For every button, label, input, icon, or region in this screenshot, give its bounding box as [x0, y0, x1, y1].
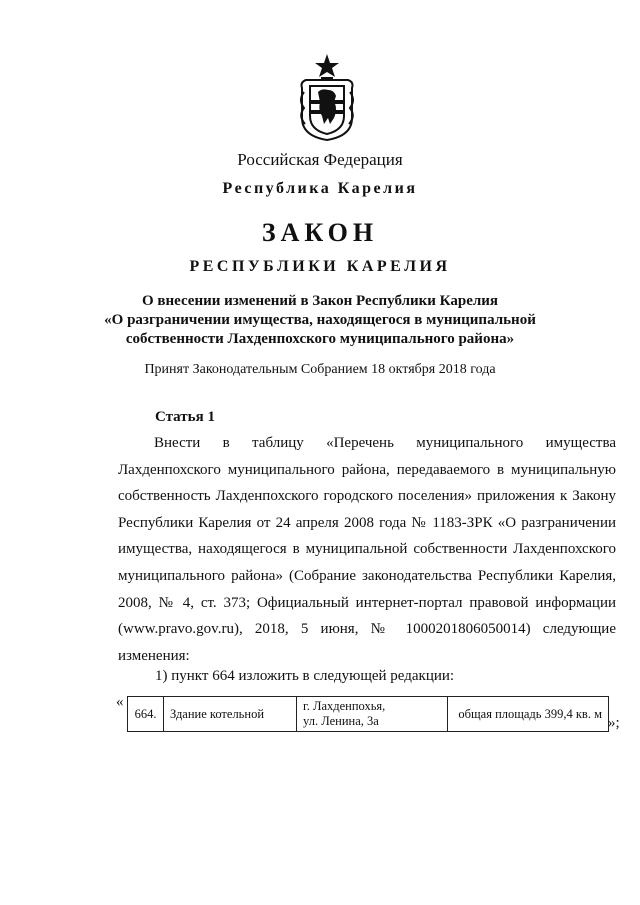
- law-title-line: О внесении изменений в Закон Республики Карелия: [141, 293, 499, 309]
- table-cell-address: [297, 697, 448, 732]
- country-name: Российская Федерация: [237, 150, 403, 169]
- document-type: ЗАКОН: [261, 218, 379, 247]
- amendment-table: [127, 696, 609, 732]
- article-paragraph: Внести в таблицу «Перечень муниципального имущества Лахденпохского муниципального района, передаваемого в муниципальную собственность Лахденпохского городского поселения» приложения к Закону Республики Карелия от 24 апреля 2008 года № 1183-ЗРК «О разграничении имущества, находящегося в муниципальной собственности Лахденпохского муниципального района» (Собрание законодательства Республики Карелия, 2008, № 4, ст. 373; Официальный интернет-портал правовой информации (www.pravo.gov.ru), 2018, 5 июня, № 1000201806050014) следующие изменения:: [118, 435, 616, 664]
- emblem-star: [315, 54, 339, 81]
- law-title-line: «О разграничении имущества, находящегося в муниципальной: [104, 312, 536, 328]
- list-item: 1) пункт 664 изложить в следующей редакции:: [155, 668, 455, 684]
- karelia-coat-of-arms-icon: [296, 52, 358, 142]
- table-row: [128, 697, 609, 732]
- law-title: [0, 292, 640, 349]
- table-cell-number: 664.: [128, 697, 164, 732]
- closing-quote: »;: [608, 715, 620, 731]
- adoption-note: Принят Законодательным Собранием 18 октября 2018 года: [144, 362, 496, 377]
- republic-name: Республика Карелия: [222, 180, 418, 197]
- address-line: ул. Ленина, 3а: [303, 714, 379, 728]
- table-cell-name: Здание котельной: [164, 697, 297, 732]
- law-title-line: собственности Лахденпохского муниципального района»: [125, 331, 515, 347]
- opening-quote: «: [116, 694, 124, 710]
- article-heading: Статья 1: [155, 409, 215, 425]
- document-type-subtitle: РЕСПУБЛИКИ КАРЕЛИЯ: [189, 258, 451, 275]
- table-cell-characteristics: общая площадь 399,4 кв. м: [448, 697, 609, 732]
- address-line: г. Лахденпохья,: [303, 699, 386, 713]
